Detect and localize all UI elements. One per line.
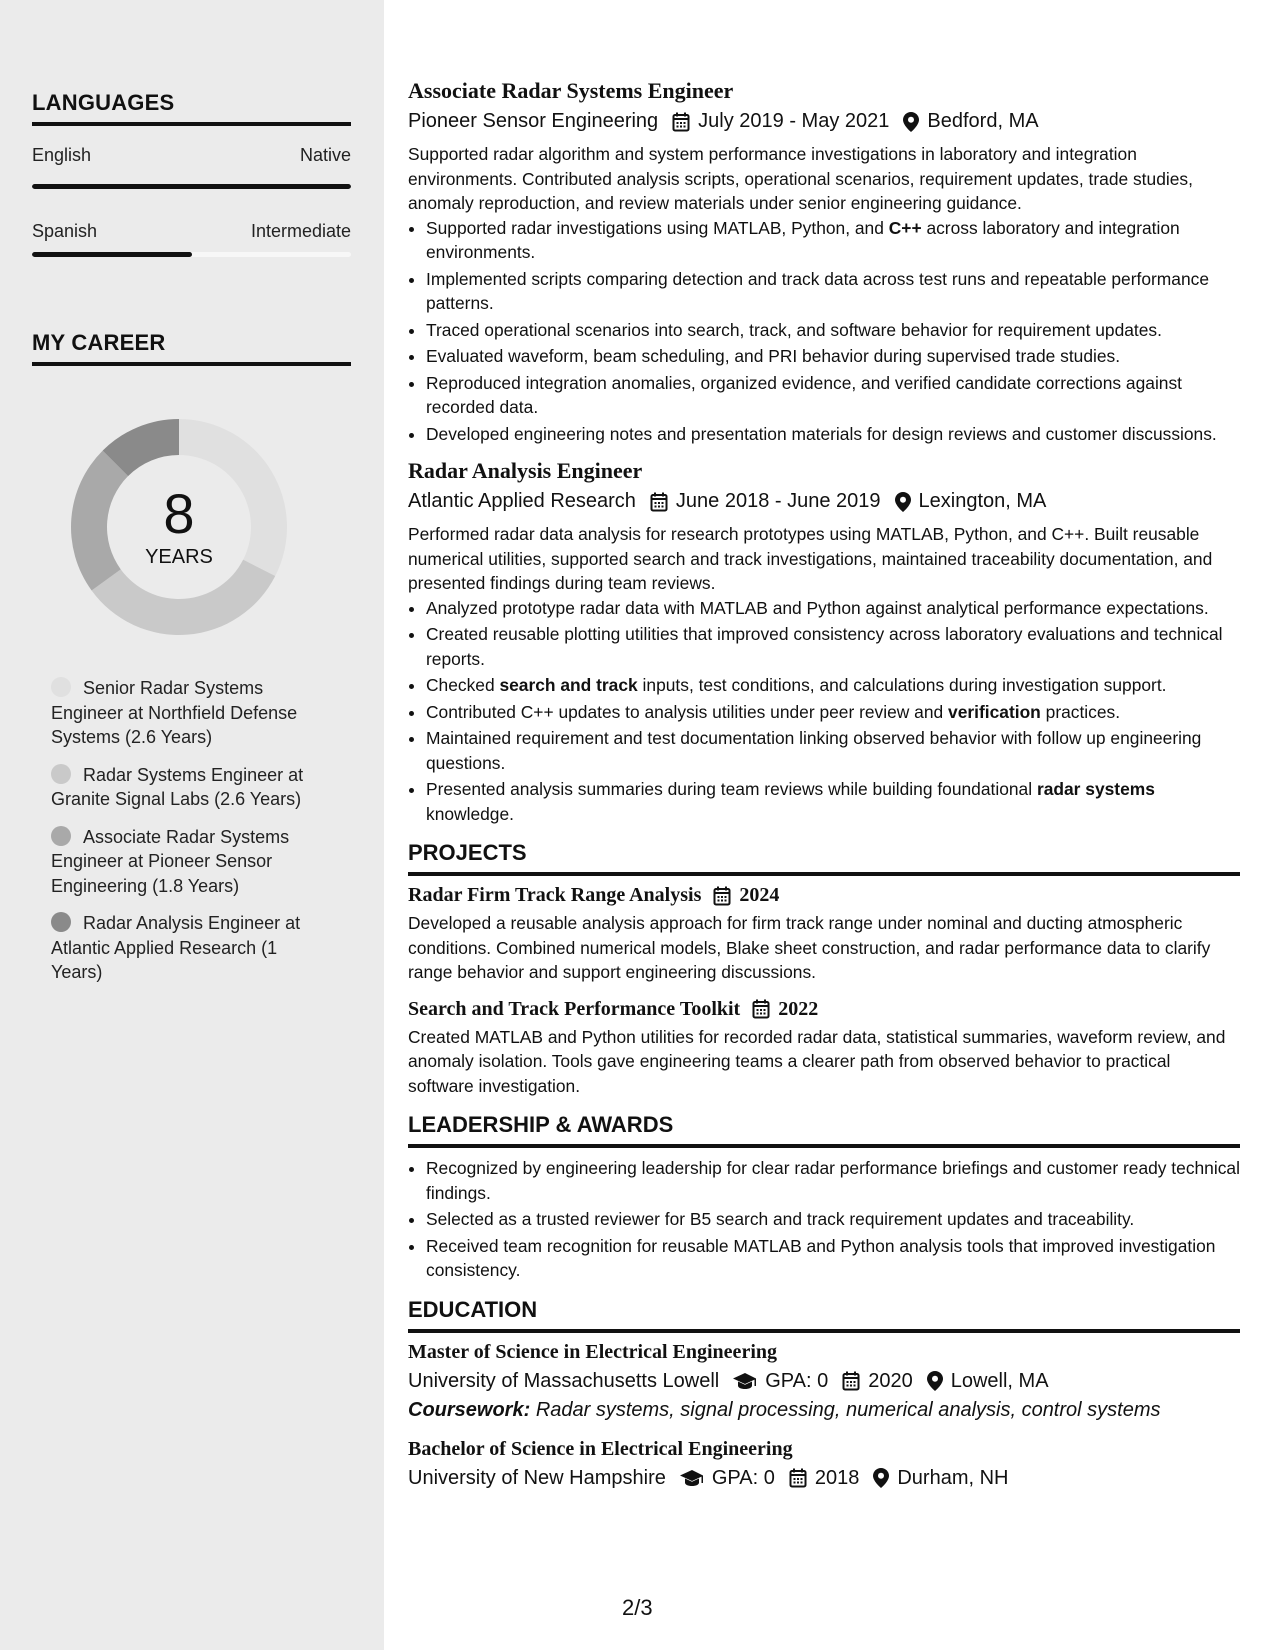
graduation-year: 2020 [868, 1369, 913, 1392]
job-summary: Supported radar algorithm and system performance investigations in laboratory and integration environments. Contributed analysis scripts, operational scenarios, requirement updates, trade studies, anomaly reproduction, and review materials under senior engineering guidance. [408, 144, 1193, 213]
career-legend-label: Senior Radar Systems Engineer at Northfield Defense Systems (2.6 Years) [51, 678, 298, 747]
calendar-icon [789, 1468, 807, 1488]
job-bullet: • Traced operational scenarios into search, track, and software behavior for requirement updates. [426, 318, 1240, 343]
leadership-item: • Received team recognition for reusable MATLAB and Python analysis tools that improved investigation consistency. [426, 1234, 1240, 1283]
career-legend-label: Associate Radar Systems Engineer at Pioneer Sensor Engineering (1.8 Years) [51, 826, 290, 896]
job-bullet: • Evaluated waveform, beam scheduling, and PRI behavior during supervised trade studies. [426, 344, 1240, 369]
job-meta [408, 110, 1240, 133]
school-location: Lowell, MA [950, 1369, 1049, 1392]
education-meta [408, 1370, 1240, 1393]
job-bullets [408, 216, 1240, 447]
language-level: Intermediate [250, 221, 351, 241]
education-entry [408, 1341, 1240, 1422]
project-entry [408, 884, 1240, 985]
project-description: Developed a reusable analysis approach for firm track range under nominal and ducting atmospheric conditions. Combined numerical models, Blake sheet construction, and radar performance data to clarify range behavior and support engineering discussions. [408, 913, 1211, 982]
job-bullet: • Supported radar investigations using MATLAB, Python, and C++ across laboratory and integration environments. [426, 216, 1240, 265]
job-dates: July 2019 - May 2021 [698, 110, 890, 132]
language-fill [32, 184, 351, 189]
degree-title: Master of Science in Electrical Engineering [408, 1340, 777, 1363]
education-entry [408, 1438, 1240, 1490]
project-title-row [408, 998, 1240, 1021]
job-location: Lexington, MA [918, 490, 1047, 512]
calendar-icon [842, 1371, 860, 1391]
language-fill [32, 252, 192, 257]
leadership-item: • Selected as a trusted reviewer for B5 search and track requirement updates and traceability. [426, 1207, 1240, 1232]
language-name: English [32, 145, 92, 165]
job-title: Associate Radar Systems Engineer [408, 78, 734, 103]
degree-title: Bachelor of Science in Electrical Engineering [408, 1437, 793, 1460]
career-legend-item [51, 911, 321, 985]
graduation-year: 2018 [814, 1466, 860, 1489]
job-title: Radar Analysis Engineer [408, 458, 643, 483]
language-name: Spanish [32, 221, 98, 241]
school-location: Durham, NH [897, 1466, 1009, 1489]
language-level: Native [299, 145, 351, 165]
language-bar-english [32, 184, 351, 189]
education-meta [408, 1467, 1240, 1490]
job-bullet: • Developed engineering notes and presentation materials for design reviews and customer discussions. [426, 422, 1240, 447]
career-legend-label: Radar Analysis Engineer at Atlantic Applied Research (1 Years) [51, 913, 301, 982]
coursework-label: Coursework: [408, 1398, 531, 1421]
job-bullet: • Created reusable plotting utilities that improved consistency across laboratory evaluations and technical reports. [426, 622, 1240, 671]
project-year: 2024 [739, 884, 780, 906]
sidebar [0, 0, 384, 1650]
job-bullet: • Contributed C++ updates to analysis utilities under peer review and verification practices. [426, 700, 1240, 725]
career-donut-center [66, 414, 292, 640]
legend-dot [51, 826, 71, 846]
career-legend-item [51, 763, 321, 812]
job-dates: June 2018 - June 2019 [675, 490, 881, 512]
calendar-icon [650, 492, 668, 512]
career-legend-item [51, 676, 321, 750]
experience-entry [408, 458, 1240, 826]
job-meta [408, 490, 1240, 513]
career-donut-chart [66, 414, 292, 640]
company-name: Pioneer Sensor Engineering [408, 110, 659, 132]
school-name: University of Massachusetts Lowell [408, 1369, 720, 1392]
project-year: 2022 [778, 997, 819, 1020]
language-row-english [32, 145, 351, 166]
map-pin-icon [903, 112, 919, 132]
legend-dot [51, 764, 71, 784]
career-legend [51, 676, 321, 998]
education-heading: EDUCATION [408, 1297, 1240, 1333]
graduation-cap-icon [680, 1469, 704, 1487]
job-bullet: • Implemented scripts comparing detection and track data across test runs and repeatable performance patterns. [426, 267, 1240, 316]
experience-entry [408, 78, 1240, 446]
job-bullets [408, 596, 1240, 827]
job-bullet: • Presented analysis summaries during team reviews while building foundational radar systems knowledge. [426, 777, 1240, 826]
calendar-icon [672, 112, 690, 132]
leadership-heading: LEADERSHIP & AWARDS [408, 1112, 1240, 1148]
career-years-unit: YEARS [145, 545, 213, 568]
calendar-icon [752, 999, 770, 1019]
coursework [408, 1399, 1240, 1422]
job-bullet: • Reproduced integration anomalies, organized evidence, and verified candidate corrections against recorded data. [426, 371, 1240, 420]
job-summary: Performed radar data analysis for research prototypes using MATLAB, Python, and C++. Built reusable numerical utilities, supported search and track investigations, maintained traceability documentation, and presented findings during team reviews. [408, 524, 1213, 593]
coursework-list: Radar systems, signal processing, numerical analysis, control systems [535, 1398, 1161, 1421]
languages-heading: LANGUAGES [32, 90, 351, 126]
project-title: Search and Track Performance Toolkit [408, 997, 741, 1020]
main-content [408, 78, 1240, 1490]
career-legend-label: Radar Systems Engineer at Granite Signal Labs (2.6 Years) [51, 764, 304, 809]
legend-dot [51, 677, 71, 697]
project-entry [408, 998, 1240, 1099]
language-row-spanish [32, 221, 351, 242]
gpa: GPA: 0 [711, 1466, 775, 1489]
job-location: Bedford, MA [927, 110, 1039, 132]
leadership-item: • Recognized by engineering leadership for clear radar performance briefings and customer ready technical findings. [426, 1156, 1240, 1205]
page-number: 2/3 [622, 1595, 653, 1620]
map-pin-icon [895, 492, 911, 512]
legend-dot [51, 912, 71, 932]
career-heading: MY CAREER [32, 330, 351, 366]
gpa: GPA: 0 [765, 1369, 829, 1392]
school-name: University of New Hampshire [408, 1466, 666, 1489]
map-pin-icon [873, 1468, 889, 1488]
calendar-icon [713, 886, 731, 906]
job-bullet: • Analyzed prototype radar data with MATLAB and Python against analytical performance expectations. [426, 596, 1240, 621]
project-description: Created MATLAB and Python utilities for recorded radar data, statistical summaries, waveform review, and anomaly isolation. Tools gave engineering teams a clearer path from observed behavior to practical software investigation. [408, 1026, 1226, 1096]
career-legend-item [51, 825, 321, 899]
graduation-cap-icon [733, 1372, 757, 1390]
language-bar-spanish [32, 252, 351, 257]
job-bullet: • Checked search and track inputs, test conditions, and calculations during investigation support. [426, 673, 1240, 698]
leadership-list [408, 1156, 1240, 1283]
job-bullet: • Maintained requirement and test documentation linking observed behavior with follow up engineering questions. [426, 726, 1240, 775]
map-pin-icon [927, 1371, 943, 1391]
career-total-years: 8 [163, 481, 195, 545]
company-name: Atlantic Applied Research [408, 490, 636, 512]
project-title: Radar Firm Track Range Analysis [408, 884, 702, 906]
project-title-row [408, 884, 1240, 907]
projects-heading: PROJECTS [408, 840, 1240, 876]
